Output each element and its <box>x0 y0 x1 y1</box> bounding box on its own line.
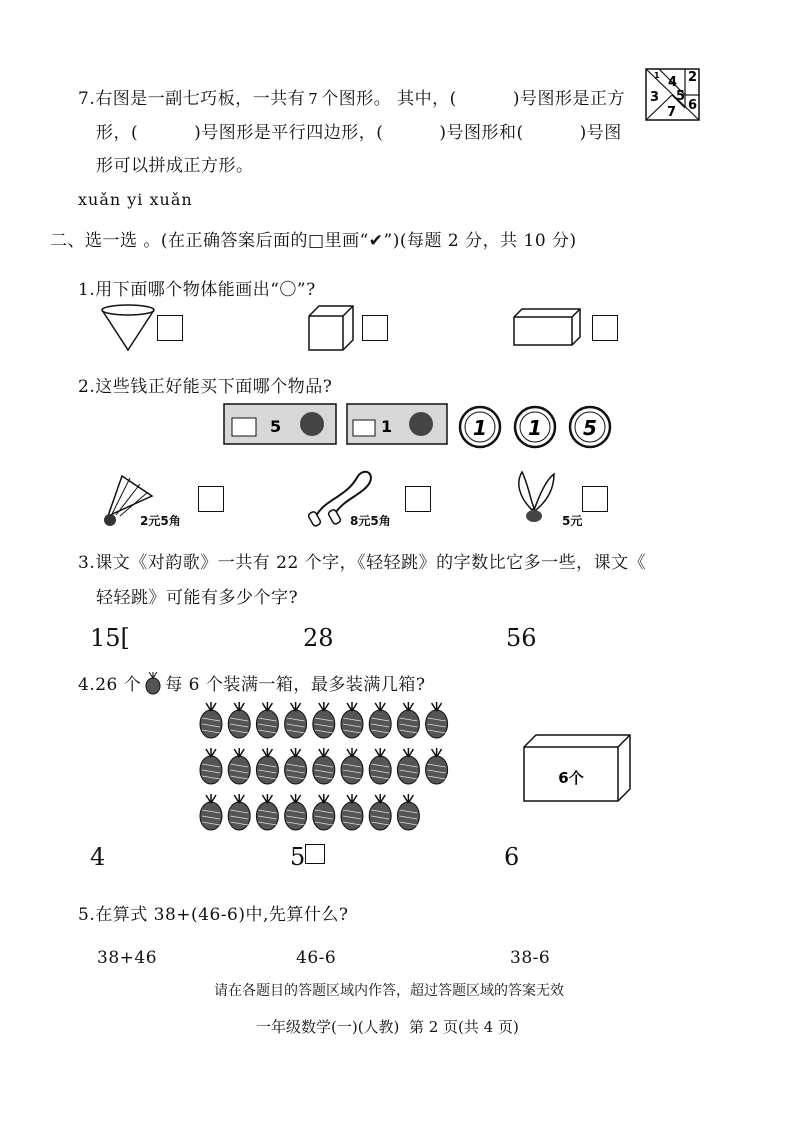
q4-line: 4.26 个 每 6 个装满一箱，最多装满几箱? <box>78 670 426 695</box>
coin-1b-icon <box>513 405 557 449</box>
cuboid-icon <box>512 307 584 349</box>
pineapple <box>313 702 335 738</box>
q1-checkbox-2[interactable] <box>362 315 388 341</box>
q5-option-1[interactable]: 38+46 <box>97 948 158 968</box>
banknote-5-value: 5 <box>270 417 282 436</box>
banknote-1-icon <box>345 400 450 450</box>
q7-line1: 7.右图是一副七巧板，一共有 7 个图形。 其中，( )号图形是正方 <box>78 89 625 109</box>
pineapple <box>397 702 419 738</box>
q3-line2: 轻轻跳》可能有多少个字? <box>96 588 299 608</box>
q1-text: 1.用下面哪个物体能画出“〇”? <box>78 280 316 300</box>
q3-line1: 3.课文《对韵歌》一共有 22 个字，《轻轻跳》的字数比它多一些，课文《 <box>78 553 647 573</box>
pineapple <box>426 702 448 738</box>
coin-1-icon <box>458 405 502 449</box>
tangram-icon <box>645 68 700 121</box>
q5-option-2[interactable]: 46-6 <box>296 948 337 968</box>
q4-checkbox[interactable] <box>305 844 325 864</box>
q2-checkbox-2[interactable] <box>405 486 431 512</box>
pineapple <box>369 702 391 738</box>
pineapple <box>369 748 391 784</box>
pineapple <box>285 702 307 738</box>
q4-option-2[interactable]: 5 <box>290 843 325 871</box>
q3-option-2[interactable]: 28 <box>303 624 334 652</box>
section2-pinyin: xuǎn yi xuǎn <box>78 190 193 209</box>
item-3-price: 5元 <box>562 514 583 528</box>
item-1-price: 2元5角 <box>140 514 181 528</box>
pineapple <box>397 794 419 830</box>
pineapple <box>200 748 222 784</box>
pineapple <box>228 748 250 784</box>
q3-option-1[interactable]: 15[ <box>90 624 130 652</box>
cube-icon <box>307 304 357 352</box>
box-label: 6个 <box>558 769 584 787</box>
pineapple <box>341 748 363 784</box>
q2-text: 2.这些钱正好能买下面哪个物品? <box>78 377 333 397</box>
cone-icon <box>100 304 156 352</box>
q4-option-3[interactable]: 6 <box>504 843 520 871</box>
pineapple <box>426 748 448 784</box>
q4-option-1[interactable]: 4 <box>90 843 106 871</box>
pineapple <box>228 702 250 738</box>
banknote-1-value: 1 <box>381 417 393 436</box>
pineapple <box>341 794 363 830</box>
pineapple <box>256 794 278 830</box>
pineapple <box>256 702 278 738</box>
q5-option-3[interactable]: 38-6 <box>510 948 551 968</box>
q1-checkbox-1[interactable] <box>157 315 183 341</box>
banknote-5-icon <box>222 400 340 450</box>
pineapple <box>313 748 335 784</box>
tangram-label-7: 7 <box>667 105 677 120</box>
section2-heading: 二、选一选 。(在正确答案后面的□里画“✔”)(每题 2 分，共 10 分) <box>50 231 577 251</box>
coin-1-value: 1 <box>473 416 487 440</box>
tangram-label-3: 3 <box>650 90 660 105</box>
jianzi-icon <box>510 468 558 528</box>
footer-page: 一年级数学(一)(人教) 第 2 页(共 4 页) <box>256 1018 519 1036</box>
q7-line2: 形，( )号图形是平行四边形，( )号图形和( )号图 <box>96 123 622 143</box>
q7-line3: 形可以拼成正方形。 <box>96 156 254 176</box>
q3-option-3[interactable]: 56 <box>506 624 537 652</box>
pineapple <box>256 748 278 784</box>
item-2-price: 8元5角 <box>350 514 391 528</box>
coin-5-icon <box>568 405 612 449</box>
pineapple-icon <box>143 672 163 694</box>
tangram-label-2: 2 <box>688 70 698 85</box>
tangram-label-5: 5 <box>676 89 686 104</box>
tangram-label-4: 4 <box>668 75 678 90</box>
q5-text: 5.在算式 38+(46-6)中,先算什么? <box>78 905 349 925</box>
pineapple <box>369 794 391 830</box>
pineapple <box>285 748 307 784</box>
pineapple <box>397 748 419 784</box>
coin-5-value: 5 <box>583 416 597 440</box>
pineapple <box>313 794 335 830</box>
footer-notice: 请在各题目的答题区域内作答，超过答题区域的答案无效 <box>214 983 564 999</box>
pineapple <box>228 794 250 830</box>
pineapple <box>200 702 222 738</box>
pineapple <box>285 794 307 830</box>
q2-checkbox-1[interactable] <box>198 486 224 512</box>
q2-checkbox-3[interactable] <box>582 486 608 512</box>
q1-checkbox-3[interactable] <box>592 315 618 341</box>
tangram-label-1: 1 <box>654 71 660 80</box>
pineapple <box>341 702 363 738</box>
tangram-label-6: 6 <box>688 98 698 113</box>
pineapple <box>200 794 222 830</box>
coin-1b-value: 1 <box>528 416 542 440</box>
box-icon <box>522 733 634 805</box>
pineapple-grid <box>196 700 456 832</box>
